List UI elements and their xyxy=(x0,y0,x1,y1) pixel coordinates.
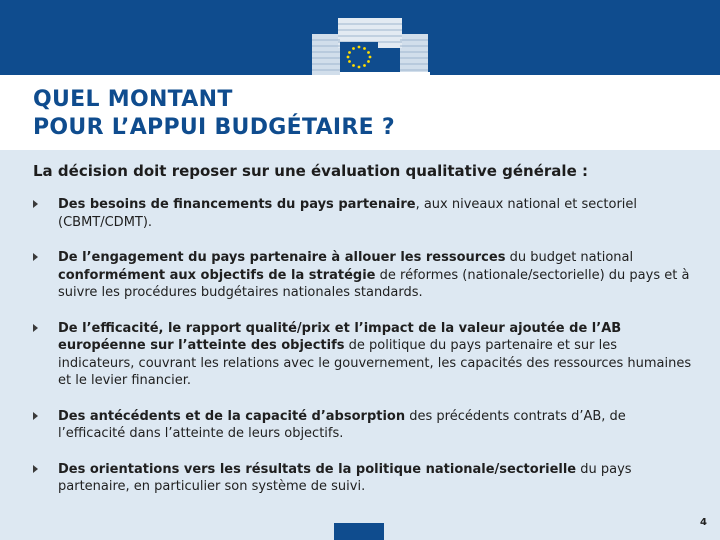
bullet-item xyxy=(33,408,693,443)
slide-title-line1: QUEL MONTANT xyxy=(33,87,233,112)
slide-title xyxy=(33,86,395,142)
bullet-list xyxy=(33,196,693,514)
bullet-bold-text: Des orientations vers les résultats de la politique nationale/sectorielle xyxy=(58,461,577,477)
bullet-bold-text: conformément aux objectifs de la stratégie xyxy=(58,267,376,283)
footer-accent-bar xyxy=(334,523,384,540)
bullet-bold-text: Des antécédents et de la capacité d’absorption xyxy=(58,408,406,424)
triangle-bullet-icon xyxy=(33,324,38,332)
triangle-bullet-icon xyxy=(33,465,38,473)
bullet-text: du pays partenaire, en particulier son système de suivi. xyxy=(58,461,632,494)
bullet-bold-text: De l’engagement du pays partenaire à allouer les ressources xyxy=(58,250,506,265)
slide-title-line2: POUR L’APPUI BUDGÉTAIRE ? xyxy=(33,115,395,140)
bullet-item xyxy=(33,320,693,390)
bullet-text: de politique du pays partenaire et sur les indicateurs, couvrant les relations avec le gouvernement, les capacités des ressources humaines et le levier financier. xyxy=(58,338,692,388)
bullet-text: de réformes (nationale/sectorielle) du pays et à suivre les procédures budgétaires nationales standards. xyxy=(58,267,690,300)
triangle-bullet-icon xyxy=(33,200,38,208)
triangle-bullet-icon xyxy=(33,253,38,261)
bullet-item xyxy=(33,196,693,231)
triangle-bullet-icon xyxy=(33,412,38,420)
bullet-bold-text: Des besoins de financements du pays partenaire xyxy=(58,197,416,212)
bullet-bold-text: De l’efficacité, le rapport qualité/prix et l’impact de la valeur ajoutée de l’AB européenne sur l’atteinte des objectifs xyxy=(58,320,622,353)
bullet-text: du budget national xyxy=(505,250,634,265)
bullet-text: , aux niveaux national et sectoriel (CBMT/CDMT). xyxy=(58,197,638,230)
bullet-item xyxy=(33,461,693,496)
bullet-item xyxy=(33,249,693,302)
page-number: 4 xyxy=(700,517,707,528)
bullet-text: des précédents contrats d’AB, de l’efficacité dans l’atteinte de leurs objectifs. xyxy=(58,408,626,441)
intro-text: La décision doit reposer sur une évaluation qualitative générale : xyxy=(33,162,588,180)
